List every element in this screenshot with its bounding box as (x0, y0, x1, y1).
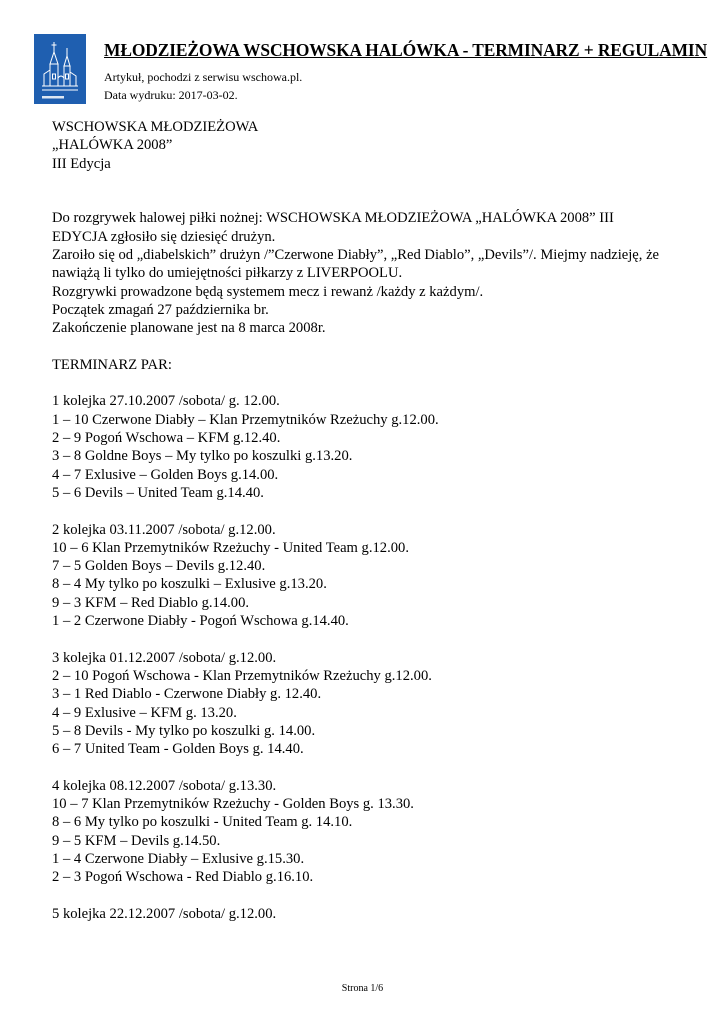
print-date: Data wydruku: 2017-03-02. (104, 88, 238, 102)
round-block (52, 521, 672, 631)
intro-line: Rozgrywki prowadzone będą systemem mecz i rewanż /każdy z każdym/. (52, 283, 484, 300)
match-line: 1 – 10 Czerwone Diabły – Klan Przemytników Rzeżuchy g.12.00. (52, 411, 439, 428)
article-title: MŁODZIEŻOWA WSCHOWSKA HALÓWKA - TERMINARZ + REGULAMIN (104, 40, 708, 60)
round-block (52, 392, 672, 502)
match-line: 3 – 1 Red Diablo - Czerwone Diabły g. 12.40. (52, 686, 322, 703)
match-line: 2 – 10 Pogoń Wschowa - Klan Przemytników Rzeżuchy g.12.00. (52, 667, 432, 684)
page-number: Strona 1/6 (341, 983, 384, 994)
match-line: 7 – 5 Golden Boys – Devils g.12.40. (52, 558, 266, 575)
heading-line: „HALÓWKA 2008” (52, 137, 173, 154)
round-block (52, 649, 672, 759)
intro-line: Do rozgrywek halowej piłki nożnej: WSCHOWSKA MŁODZIEŻOWA „HALÓWKA 2008” III (52, 210, 614, 227)
intro-line: nawiążą li tylko do umiejętności piłkarzy z LIVERPOOLU. (52, 265, 403, 282)
site-logo (34, 34, 86, 104)
schedule-title: TERMINARZ PAR: (52, 356, 172, 373)
intro-line: Zaroiło się od „diabelskich” drużyn /”Czerwone Diabły”, „Red Diablo”, „Devils”/. Miejmy nadzieję, że (52, 247, 660, 264)
round-header: 3 kolejka 01.12.2007 /sobota/ g.12.00. (52, 649, 277, 666)
match-line: 9 – 5 KFM – Devils g.14.50. (52, 832, 221, 849)
match-line: 4 – 9 Exlusive – KFM g. 13.20. (52, 704, 237, 721)
match-line: 1 – 4 Czerwone Diabły – Exlusive g.15.30. (52, 850, 305, 867)
match-line: 1 – 2 Czerwone Diabły - Pogoń Wschowa g.14.40. (52, 613, 349, 630)
match-line: 8 – 6 My tylko po koszulki - United Team g. 14.10. (52, 814, 353, 831)
match-line: 2 – 3 Pogoń Wschowa - Red Diablo g.16.10. (52, 869, 314, 886)
round-header: 1 kolejka 27.10.2007 /sobota/ g. 12.00. (52, 393, 280, 410)
match-line: 2 – 9 Pogoń Wschowa – KFM g.12.40. (52, 430, 281, 447)
intro-line: EDYCJA zgłosiło się dziesięć drużyn. (52, 228, 276, 245)
intro-line: Zakończenie planowane jest na 8 marca 2008r. (52, 320, 326, 337)
match-line: 3 – 8 Goldne Boys – My tylko po koszulki g.13.20. (52, 448, 353, 465)
article-source: Artykuł, pochodzi z serwisu wschowa.pl. (104, 70, 303, 84)
article-body (52, 118, 672, 923)
round-block (52, 777, 672, 887)
match-line: 6 – 7 United Team - Golden Boys g. 14.40. (52, 741, 304, 758)
match-line: 10 – 7 Klan Przemytników Rzeżuchy - Golden Boys g. 13.30. (52, 795, 414, 812)
match-line: 10 – 6 Klan Przemytników Rzeżuchy - United Team g.12.00. (52, 539, 409, 556)
heading-line: WSCHOWSKA MŁODZIEŻOWA (52, 119, 259, 135)
match-line: 8 – 4 My tylko po koszulki – Exlusive g.13.20. (52, 576, 327, 593)
round-header: 2 kolejka 03.11.2007 /sobota/ g.12.00. (52, 521, 276, 538)
match-line: 4 – 7 Exlusive – Golden Boys g.14.00. (52, 466, 279, 483)
match-line: 5 – 8 Devils - My tylko po koszulki g. 14.00. (52, 722, 316, 739)
church-towers-icon (34, 34, 86, 104)
heading-line: III Edycja (52, 155, 111, 172)
intro-line: Początek zmagań 27 października br. (52, 301, 269, 318)
match-line: 5 – 6 Devils – United Team g.14.40. (52, 484, 264, 501)
round-block (52, 905, 672, 923)
match-line: 9 – 3 KFM – Red Diablo g.14.00. (52, 594, 250, 611)
round-header: 4 kolejka 08.12.2007 /sobota/ g.13.30. (52, 777, 277, 794)
round-header: 5 kolejka 22.12.2007 /sobota/ g.12.00. (52, 905, 277, 922)
